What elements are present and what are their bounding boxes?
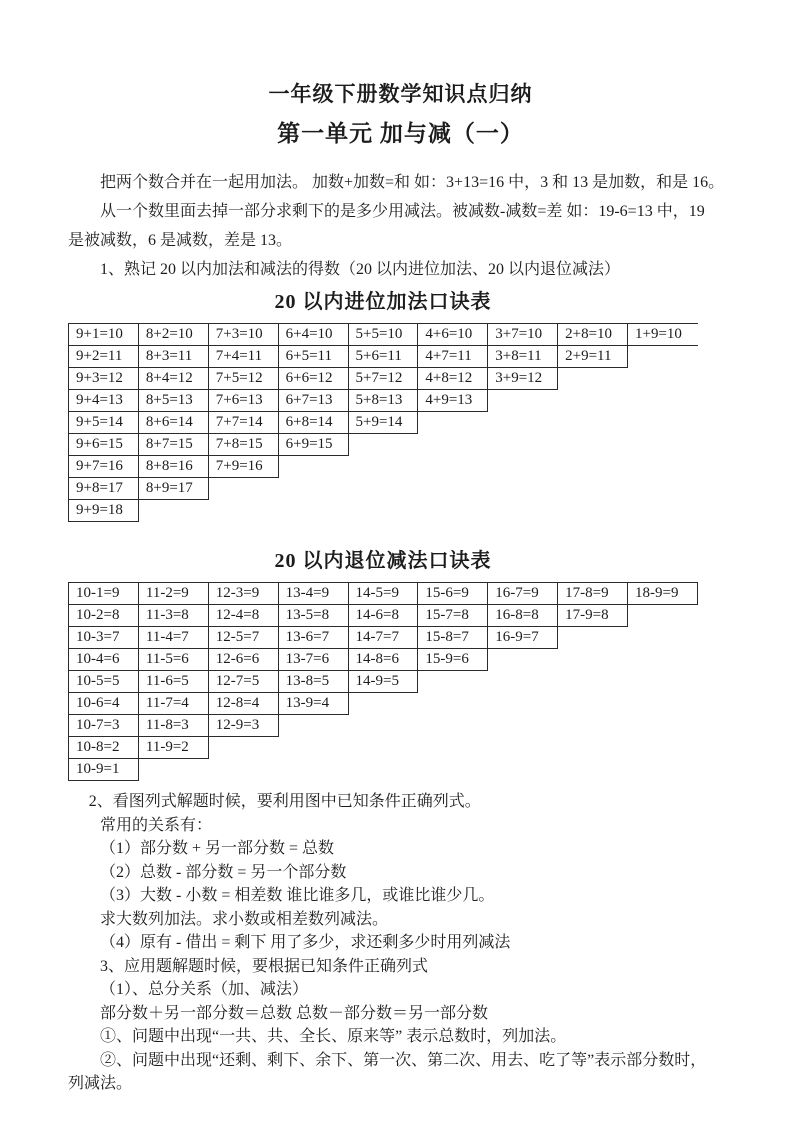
intro-section [68,168,733,284]
text-line: ②、问题中出现“还剩、剩下、余下、第一次、第二次、用去、吃了等”表示部分数时， [100,1051,707,1069]
table-cell: 15-9=6 [418,649,488,671]
table-cell: 3+7=10 [488,324,558,346]
table-cell: 4+6=10 [418,324,488,346]
table-cell: 8+8=16 [138,456,208,478]
table-cell: 6+4=10 [278,324,348,346]
text-line: 把两个数合并在一起用加法。 加数+加数=和 如：3+13=16 中，3 和 13 是加数，和是 16。 [100,174,725,191]
table-cell: 9+8=17 [69,478,139,500]
table-cell: 16-8=8 [488,605,558,627]
table-cell: 9+3=12 [69,368,139,390]
table-cell: 14-9=5 [348,671,418,693]
table-cell: 7+7=14 [208,412,278,434]
table-cell: 10-3=7 [69,627,139,649]
addition-table-block [68,290,698,522]
table-cell: 1+9=10 [628,324,698,346]
table-cell: 5+5=10 [348,324,418,346]
table-row [69,346,698,368]
table-cell: 13-4=9 [278,583,348,605]
table-cell: 5+7=12 [348,368,418,390]
table-cell: 15-6=9 [418,583,488,605]
subtraction-table [68,582,698,781]
table-row [69,693,698,715]
table-cell: 13-7=6 [278,649,348,671]
table-cell: 12-3=9 [208,583,278,605]
text-line: 列减法。 [68,1075,133,1092]
table-cell: 11-7=4 [138,693,208,715]
page-title: 一年级下册数学知识点归纳 [268,82,533,106]
table-cell: 10-4=6 [69,649,139,671]
table-row [69,456,698,478]
table-cell: 17-8=9 [558,583,628,605]
addition-table-title: 20 以内进位加法口诀表 [274,291,492,313]
table-cell: 9+2=11 [69,346,139,368]
notes-section [68,790,733,1096]
table-cell: 10-5=5 [69,671,139,693]
table-cell: 5+8=13 [348,390,418,412]
table-cell: 7+9=16 [208,456,278,478]
table-cell: 14-8=6 [348,649,418,671]
table-cell: 11-4=7 [138,627,208,649]
table-cell: 6+5=11 [278,346,348,368]
text-line: 求大数列加法。求小数或相差数列减法。 [100,910,389,928]
table-row [69,649,698,671]
table-cell: 6+8=14 [278,412,348,434]
table-cell: 8+5=13 [138,390,208,412]
table-cell: 9+6=15 [69,434,139,456]
table-cell: 9+9=18 [69,500,139,522]
table-cell: 16-7=9 [488,583,558,605]
table-cell: 3+9=12 [488,368,558,390]
table-cell: 11-6=5 [138,671,208,693]
subtraction-table-title: 20 以内退位减法口诀表 [274,550,492,572]
table-cell: 7+3=10 [208,324,278,346]
table-cell: 9+4=13 [69,390,139,412]
table-cell: 3+8=11 [488,346,558,368]
text-line: （1）部分数 + 另一部分数 = 总数 [100,840,335,857]
table-cell: 10-2=8 [69,605,139,627]
table-cell: 5+6=11 [348,346,418,368]
table-cell: 12-5=7 [208,627,278,649]
table-cell: 8+6=14 [138,412,208,434]
table-cell: 9+5=14 [69,412,139,434]
table-cell: 7+6=13 [208,390,278,412]
table-cell: 18-9=9 [628,583,698,605]
table-cell: 7+5=12 [208,368,278,390]
table-cell: 11-9=2 [138,737,208,759]
table-row [69,737,698,759]
text-line: 是被减数，6 是减数，差是 13。 [68,232,293,249]
table-cell: 10-8=2 [69,737,139,759]
page-subtitle: 第一单元 加与减（一） [277,121,524,146]
text-line: 常用的关系有： [100,816,213,834]
table-cell: 8+2=10 [138,324,208,346]
text-line: 3、应用题解题时候，要根据已知条件正确列式 [100,957,429,975]
table-row [69,478,698,500]
table-cell: 16-9=7 [488,627,558,649]
table-cell: 13-9=4 [278,693,348,715]
table-cell: 5+9=14 [348,412,418,434]
table-row [69,368,698,390]
text-line: （4）原有 - 借出 = 剩下 用了多少，求还剩多少时用列减法 [100,934,511,951]
table-row [69,500,698,522]
table-cell: 8+4=12 [138,368,208,390]
subtraction-table-block [68,549,698,781]
text-line: 从一个数里面去掉一部分求剩下的是多少用减法。被减数-减数=差 如：19-6=13 中，19 [100,203,705,220]
table-cell: 11-2=9 [138,583,208,605]
table-cell: 4+9=13 [418,390,488,412]
table-cell: 10-7=3 [69,715,139,737]
table-cell: 12-6=6 [208,649,278,671]
table-row [69,627,698,649]
table-cell: 13-5=8 [278,605,348,627]
table-cell: 7+8=15 [208,434,278,456]
text-line: （3）大数 - 小数 = 相差数 谁比谁多几，或谁比谁少几。 [100,887,495,904]
table-cell: 12-4=8 [208,605,278,627]
table-cell: 12-9=3 [208,715,278,737]
table-cell: 4+8=12 [418,368,488,390]
table-cell: 13-8=5 [278,671,348,693]
text-line: （1）、总分关系（加、减法） [100,981,309,998]
table-cell: 9+1=10 [69,324,139,346]
table-cell: 11-5=6 [138,649,208,671]
table-cell: 14-5=9 [348,583,418,605]
table-cell: 11-8=3 [138,715,208,737]
text-line: ①、问题中出现“一共、共、全长、原来等” 表示总数时，列加法。 [100,1028,567,1045]
table-cell: 4+7=11 [418,346,488,368]
table-cell: 9+7=16 [69,456,139,478]
table-cell: 2+9=11 [558,346,628,368]
table-row [69,671,698,693]
table-row [69,715,698,737]
table-cell: 15-7=8 [418,605,488,627]
table-cell: 14-6=8 [348,605,418,627]
table-row [69,434,698,456]
table-cell: 15-8=7 [418,627,488,649]
text-line: 2、看图列式解题时候，要利用图中已知条件正确列式。 [88,793,481,810]
text-line: 1、熟记 20 以内加法和减法的得数（20 以内进位加法、20 以内退位减法） [100,261,621,278]
table-cell: 12-8=4 [208,693,278,715]
table-cell: 14-7=7 [348,627,418,649]
table-cell: 8+7=15 [138,434,208,456]
table-cell: 7+4=11 [208,346,278,368]
table-cell: 6+9=15 [278,434,348,456]
table-cell: 10-6=4 [69,693,139,715]
table-row [69,324,698,346]
table-cell: 6+6=12 [278,368,348,390]
table-cell: 6+7=13 [278,390,348,412]
table-row [69,759,698,781]
table-row [69,605,698,627]
table-row [69,583,698,605]
table-cell: 8+9=17 [138,478,208,500]
table-cell: 10-9=1 [69,759,139,781]
text-line: （2）总数 - 部分数 = 另一个部分数 [100,863,347,881]
addition-table [68,323,698,522]
table-cell: 12-7=5 [208,671,278,693]
table-cell: 13-6=7 [278,627,348,649]
table-cell: 17-9=8 [558,605,628,627]
text-line: 部分数＋另一部分数＝总数 总数－部分数＝另一部分数 [100,1004,489,1022]
table-row [69,412,698,434]
table-cell: 11-3=8 [138,605,208,627]
table-cell: 2+8=10 [558,324,628,346]
table-cell: 8+3=11 [138,346,208,368]
table-cell: 10-1=9 [69,583,139,605]
table-row [69,390,698,412]
